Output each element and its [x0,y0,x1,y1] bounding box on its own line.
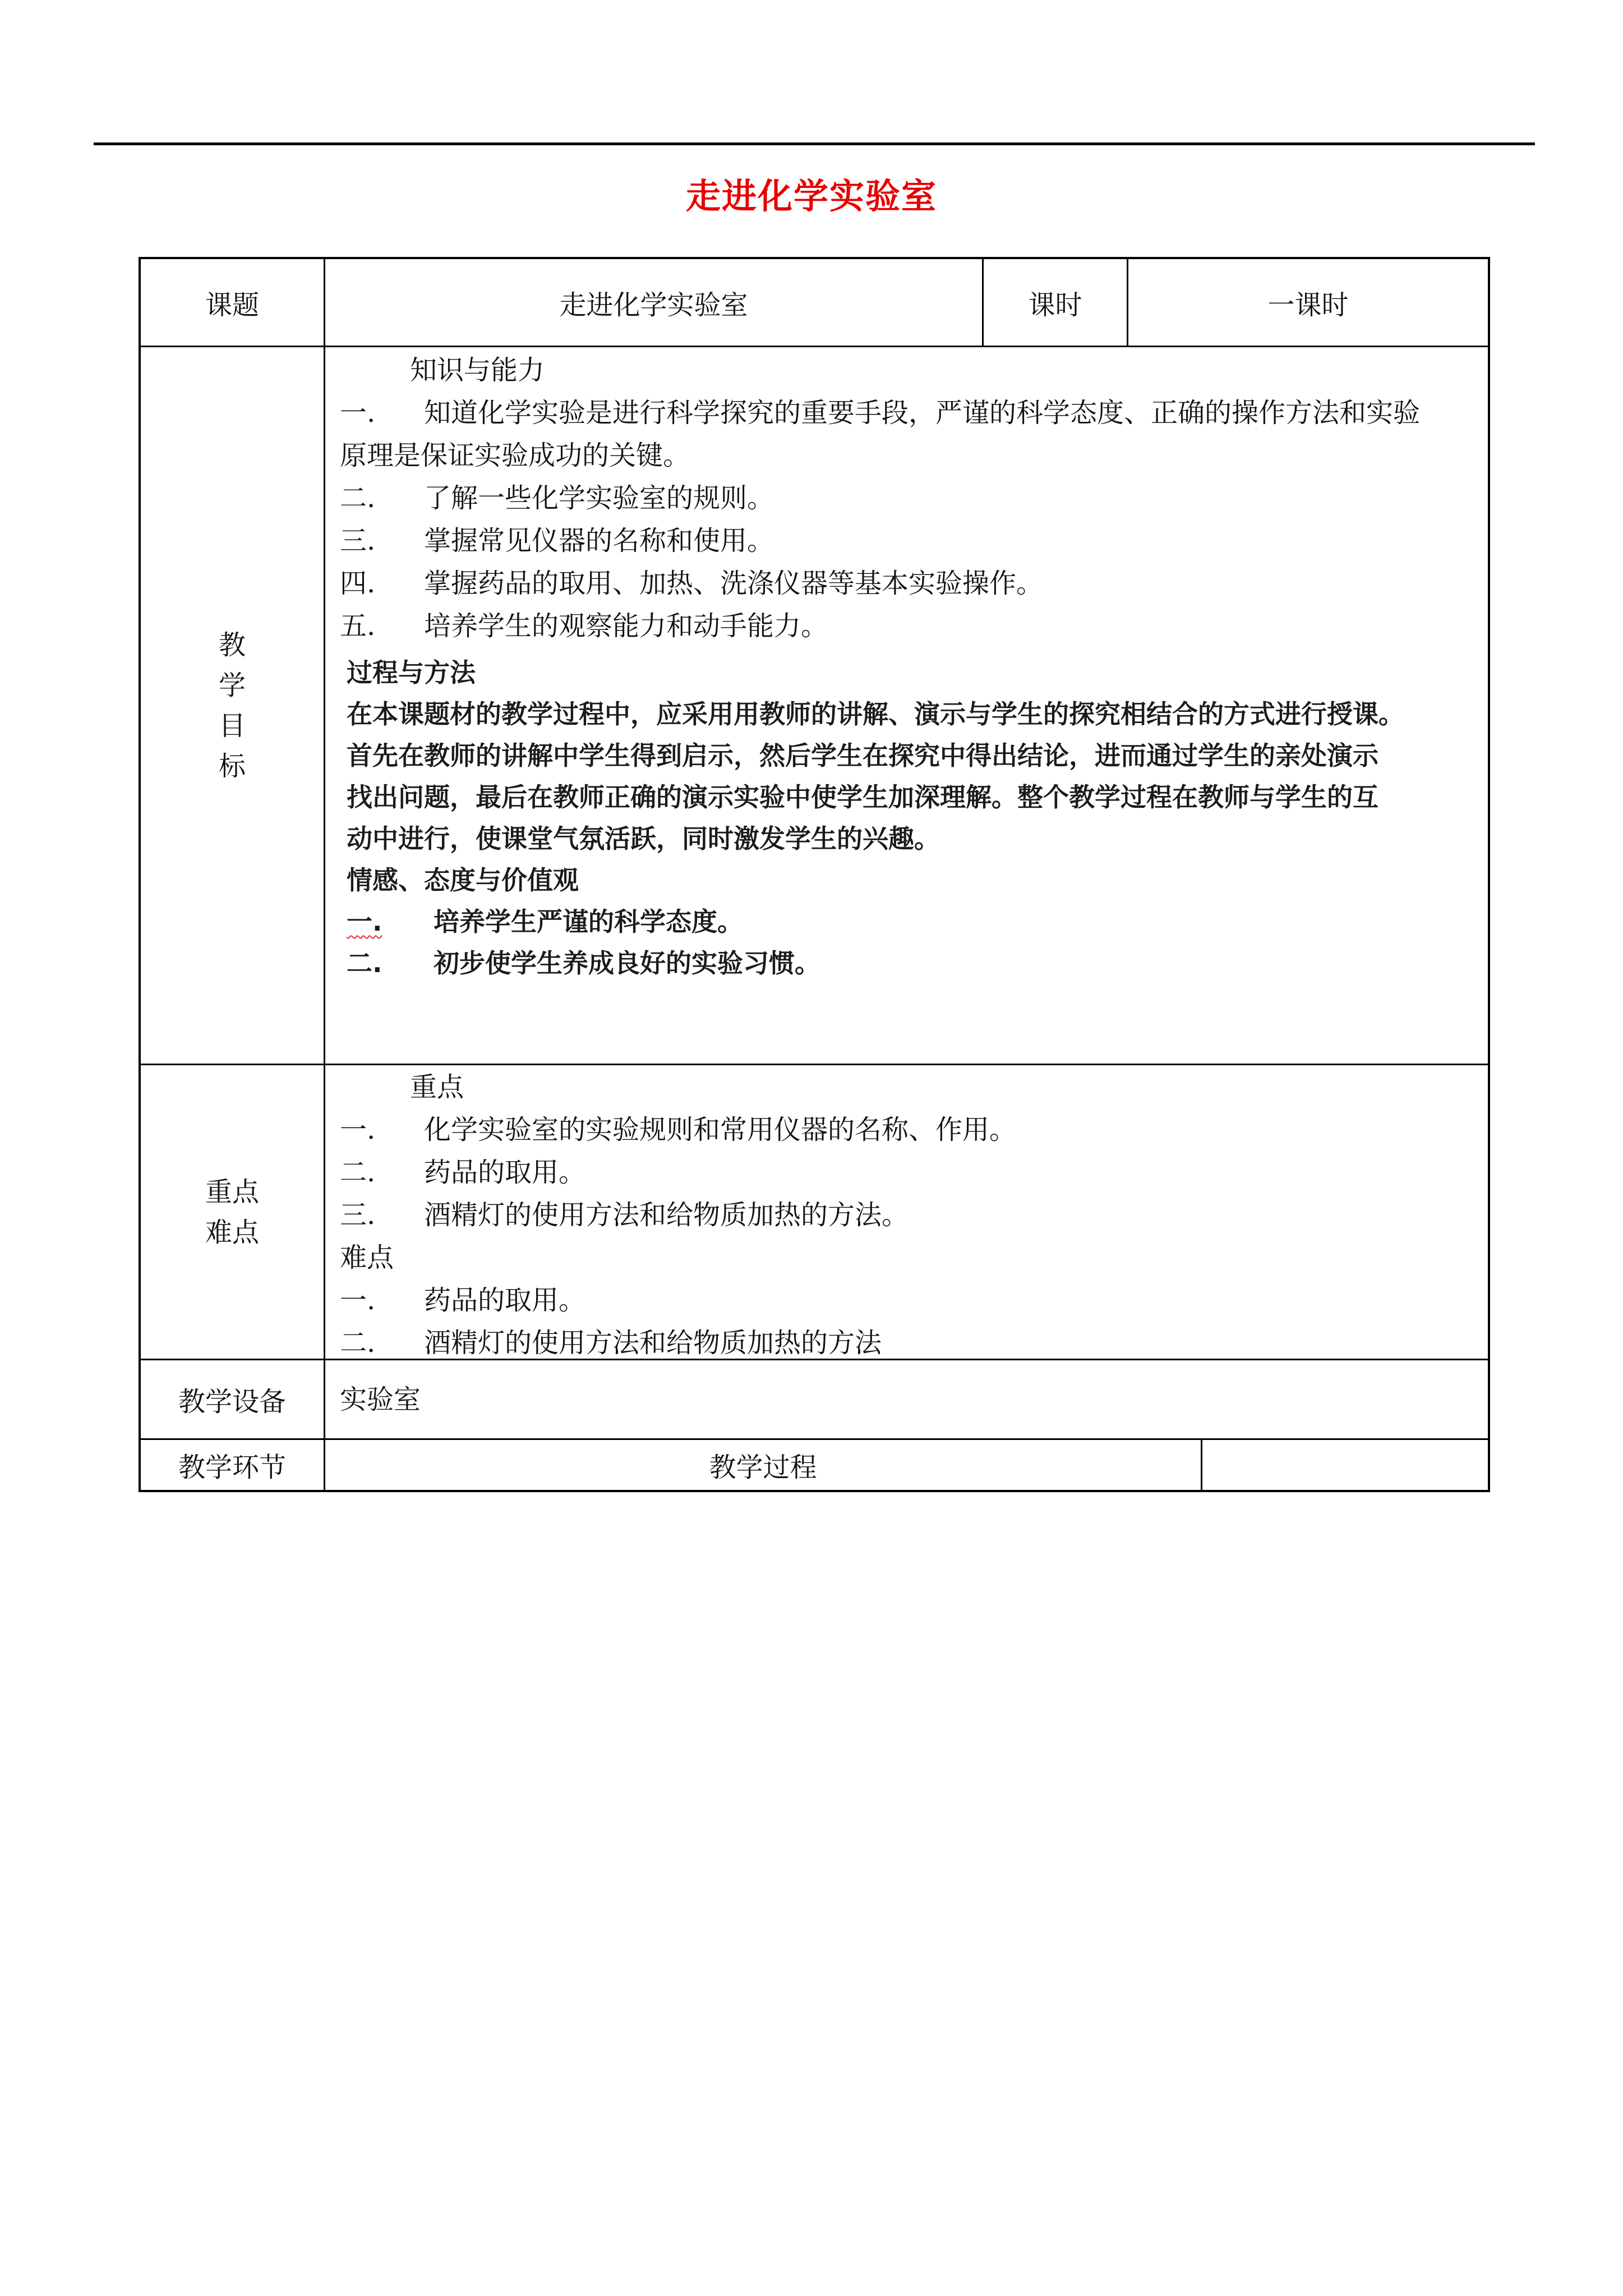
item-number: 二. [340,1157,376,1188]
item-text: 药品的取用。 [424,1285,586,1316]
list-item [340,1108,1478,1151]
item-text: 掌握常见仪器的名称和使用。 [424,525,774,556]
equipment-label: 教学设备 [178,1386,286,1418]
objectives-label-char: 教 [218,629,246,661]
list-item [340,1151,1478,1194]
objectives-label-char: 标 [218,750,246,782]
process-line: 找出问题，最后在教师正确的演示实验中使学生加深理解。整个教学过程在教师与学生的互 [347,782,1378,812]
process-section [347,652,1485,984]
stage-label: 教学环节 [178,1452,286,1483]
key-label-line: 重点 [205,1176,259,1208]
top-rule [94,142,1535,145]
item-text: 酒精灯的使用方法和给物质加热的方法 [424,1327,882,1359]
column-divider [324,259,325,1490]
list-item [347,901,1485,942]
list-item [340,562,1478,605]
item-text: 了解一些化学实验室的规则。 [424,482,774,514]
subject-value: 走进化学实验室 [559,289,748,321]
process-heading: 过程与方法 [347,657,476,688]
item-number: 一. [340,397,376,429]
item-number: 二. [347,948,382,978]
item-number: 五. [340,610,376,642]
difficult-heading: 难点 [340,1242,394,1273]
item-text: 掌握药品的取用、加热、洗涤仪器等基本实验操作。 [424,568,1044,599]
process-line: 在本课题材的教学过程中，应采用用教师的讲解、演示与学生的探究相结合的方式进行授课。 [347,699,1404,729]
item-text: 培养学生的观察能力和动手能力。 [424,610,828,642]
item-text: 药品的取用。 [424,1157,586,1188]
item-text-continued: 原理是保证实验成功的关键。 [340,440,690,471]
row-divider [141,346,1488,347]
knowledge-heading: 知识与能力 [410,355,545,386]
item-text: 化学实验室的实验规则和常用仪器的名称、作用。 [424,1114,1017,1145]
attitude-heading: 情感、态度与价值观 [347,865,579,895]
item-text: 酒精灯的使用方法和给物质加热的方法。 [424,1199,909,1231]
item-number: 一. [340,1285,376,1316]
item-number: 三. [340,1199,376,1231]
period-label: 课时 [1028,289,1082,321]
list-item [340,519,1478,562]
objectives-label [141,347,324,1064]
list-item [340,392,1478,434]
key-points-label [141,1065,324,1359]
lesson-plan-table [139,257,1490,1492]
process-line: 动中进行，使课堂气氛活跃，同时激发学生的兴趣。 [347,823,940,854]
item-number: 一. [347,907,382,937]
item-number: 二. [340,1327,376,1359]
item-text: 知道化学实验是进行科学探究的重要手段，严谨的科学态度、正确的操作方法和实验 [424,397,1421,429]
item-number: 四. [340,568,376,599]
key-points-section [340,1066,1478,1364]
item-number: 二. [340,482,376,514]
item-text: 初步使学生养成良好的实验习惯。 [434,948,820,978]
list-item [340,477,1478,519]
notes-cell [1202,1440,1488,1490]
period-value: 一课时 [1267,289,1349,321]
item-number: 一. [340,1114,376,1145]
row-divider [141,1064,1488,1065]
document-title: 走进化学实验室 [685,176,937,217]
subject-label: 课题 [205,289,259,321]
list-item [347,942,1485,984]
process-label: 教学过程 [709,1452,817,1483]
item-text: 培养学生严谨的科学态度。 [434,907,743,937]
key-heading: 重点 [410,1071,464,1103]
knowledge-section [340,349,1478,647]
objectives-label-char: 目 [218,710,246,742]
objectives-label-char: 学 [218,669,246,701]
difficulty-label-line: 难点 [205,1216,259,1248]
list-item [340,605,1478,647]
equipment-value: 实验室 [340,1384,421,1415]
list-item [340,1279,1478,1322]
item-number: 三. [340,525,376,556]
list-item [340,1194,1478,1236]
list-item [340,1322,1478,1364]
process-line: 首先在教师的讲解中学生得到启示，然后学生在探究中得出结论，进而通过学生的亲处演示 [347,740,1378,771]
